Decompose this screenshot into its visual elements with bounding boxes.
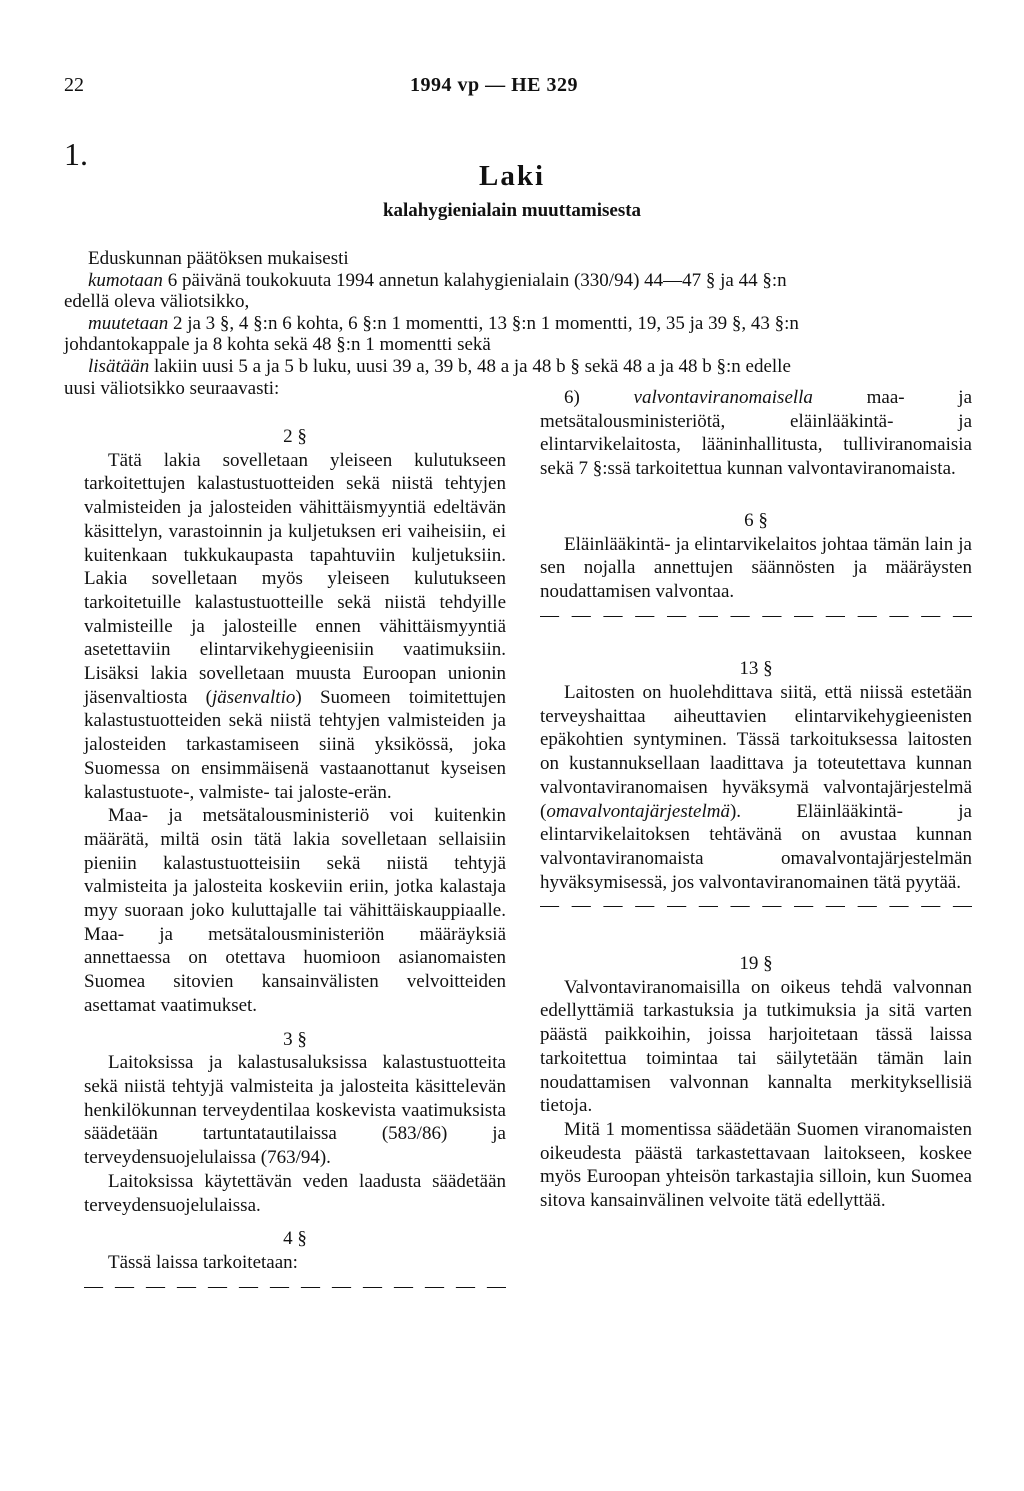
section-2-paragraph-2: Maa- ja metsätalousministeriö voi kuitenkin määrätä, miltä osin tätä lakia sovelletaan sellaisiin pieniin kalastustuotteisiin sekä niistä tehtyjä valmisteita ja jalosteita koskeviin eriin, jotka kalastaja myy suoraan joko kuluttajalle tai vähittäiskauppiaalle. Maa- ja metsätalousministeriön määräyksiä annettaessa on otettava huomioon asianomaisten Suomea sitovien kansainvälisten velvoitteiden asettamat vaatimukset. [84,805,506,1016]
section-3-paragraph-2: Laitoksissa käytettävän veden laadusta säädetään terveydensuojelulaissa. [84,1170,506,1216]
paragraph-text: maa- ja metsätalousministeriötä, eläinlääkintä- ja elintarvikelaitosta, lääninhallitusta, tulliviranomaisia sekä 7 §:ssä tarkoitettua kunnan valvontaviranomaista. [540,387,972,480]
law-subtitle: kalahygienialain muuttamisesta [382,200,642,221]
defined-term: jäsenvaltio [211,686,296,708]
paragraph-text: ) Suomeen toimitettujen kalastustuotteiden sekä niistä tehtyjen valmisteiden ja jalosteiden tarkastamiseen siinä yksikössä, joka Suomessa on ensimmäisenä vastaanottanut kyseisen kalastustuote-, valmiste- tai jaloste-erän. [84,686,506,803]
preamble-text: 2 ja 3 §, 4 §:n 6 kohta, 6 §:n 1 momentti, 13 §:n 1 momentti, 19, 35 ja 39 §, 43 §:n [168,312,799,334]
preamble-text: lakiin uusi 5 a ja 5 b luku, uusi 39 a, 39 b, 48 a ja 48 b § sekä 48 a ja 48 b §:n edelle [149,355,791,377]
defined-term: valvontaviranomaisella [633,387,813,408]
section-heading: 19 § [739,953,773,975]
preamble-line: Eduskunnan päätöksen mukaisesti [88,248,349,269]
paragraph-text: Laitosten on huolehdittava siitä, että niissä estetään terveyshaittaa aiheuttavien elintarvikehygieenisten epäkohtien syntyminen. Tässä tarkoituksessa laitosten on kustannuksellaan laadittava ja toteutettava kunnan valvontaviranomaisen hyväksymä valvontajärjestelmä ( [540,682,972,822]
omission-marker: — — — — — — — — — — — — — — [540,604,972,626]
section-heading: 3 § [283,1028,307,1050]
section-heading: 4 § [283,1228,307,1250]
omission-marker: — — — — — — — — — — — — — — [540,895,972,917]
preamble-verb: muutetaan [88,312,169,334]
section-heading: 6 § [744,509,768,531]
document-number: 1. [64,136,88,172]
paragraph-text: ). Eläinlääkintä- ja elintarvikelaitoksen tehtävänä on avustaa kunnan valvontaviranomaista omavalvontajärjestelmän hyväksymisessä, jos valvontaviranomainen tätä pyytää. [540,800,972,893]
left-column [84,425,506,1298]
preamble [64,248,964,399]
preamble-line [64,356,964,378]
section-heading: 13 § [739,658,773,680]
defined-term: omavalvontajärjestelmä [546,800,730,822]
page-number: 22 [64,74,84,96]
omission-marker: — — — — — — — — — — — — — — [84,1275,506,1297]
section-19-paragraph-1: Valvontaviranomaisilla on oikeus tehdä valvonnan edellyttämiä tarkastuksia ja tutkimuksia ja sitä varten päästä paikkoihin, joissa harjoitetaan tässä laissa tarkoitettua toimintaa tai säilytetään tämän lain noudattamisen valvonnan kannalta merkityksellisiä tietoja. [540,976,972,1117]
preamble-verb: lisätään [88,355,150,377]
section-3-paragraph-1: Laitoksissa ja kalastusaluksissa kalastustuotteita sekä niistä tehtyjä valmisteita ja jalosteita käsittelevän henkilökunnan terveydentilaa koskevista vaatimuksista säädetään tartuntatautilaissa (583/86) ja terveydensuojelulaissa (763/94). [84,1052,506,1169]
running-head: 1994 vp — HE 329 [410,74,579,96]
law-title: Laki [478,160,546,192]
definition-item-6 [540,386,972,481]
section-6-paragraph-1: Eläinlääkintä- ja elintarvikelaitos johtaa tämän lain ja sen nojalla annettujen säännösten ja määräysten noudattamisen valvontaa. [540,533,972,602]
item-number: 6) [564,387,634,408]
preamble-line: johdantokappale ja 8 kohta sekä 48 §:n 1 momentti sekä [64,334,491,356]
preamble-line [64,270,964,292]
section-19-paragraph-2: Mitä 1 momentissa säädetään Suomen viranomaisten oikeudesta päästä tarkastettavaan laitokseen, koskee myös Euroopan yhteisön tarkastajia silloin, kun Suomea sitova kansainvälinen velvoite tätä edellyttää. [540,1118,972,1212]
preamble-text: 6 päivänä toukokuuta 1994 annetun kalahygienialain (330/94) 44—47 § ja 44 §:n [162,269,787,291]
paragraph-text: Tätä lakia sovelletaan yleiseen kulutukseen tarkoitettujen kalastustuotteiden sekä niistä tehtyjen valmisteiden ja jalosteiden vähittäismyyntiä edeltävän käsittelyn, varastoinnin ja kuljetuksen eri vaiheisiin, ei kuitenkaan tukkukaupasta tapahtuviin kuljetuksiin. Lakia sovelletaan myös yleiseen kulutukseen tarkoitetuille kalastustuotteille sekä niistä tehdyille valmisteille ja jalosteille ennen vähittäismyyntiä asetettaviin elintarvikehygieenisiin vaatimuksiin. Lisäksi lakia sovelletaan muusta Euroopan unionin jäsenvaltiosta ( [84,449,506,708]
section-heading: 2 § [283,426,307,447]
preamble-line [64,313,964,335]
preamble-verb: kumotaan [88,269,163,291]
section-13-paragraph-1 [540,681,972,894]
section-2-paragraph-1 [84,449,506,805]
preamble-line: edellä oleva väliotsikko, [64,291,250,313]
right-column [540,386,972,1213]
preamble-line: uusi väliotsikko seuraavasti: [64,377,280,399]
section-4-paragraph-1: Tässä laissa tarkoitetaan: [108,1251,298,1273]
